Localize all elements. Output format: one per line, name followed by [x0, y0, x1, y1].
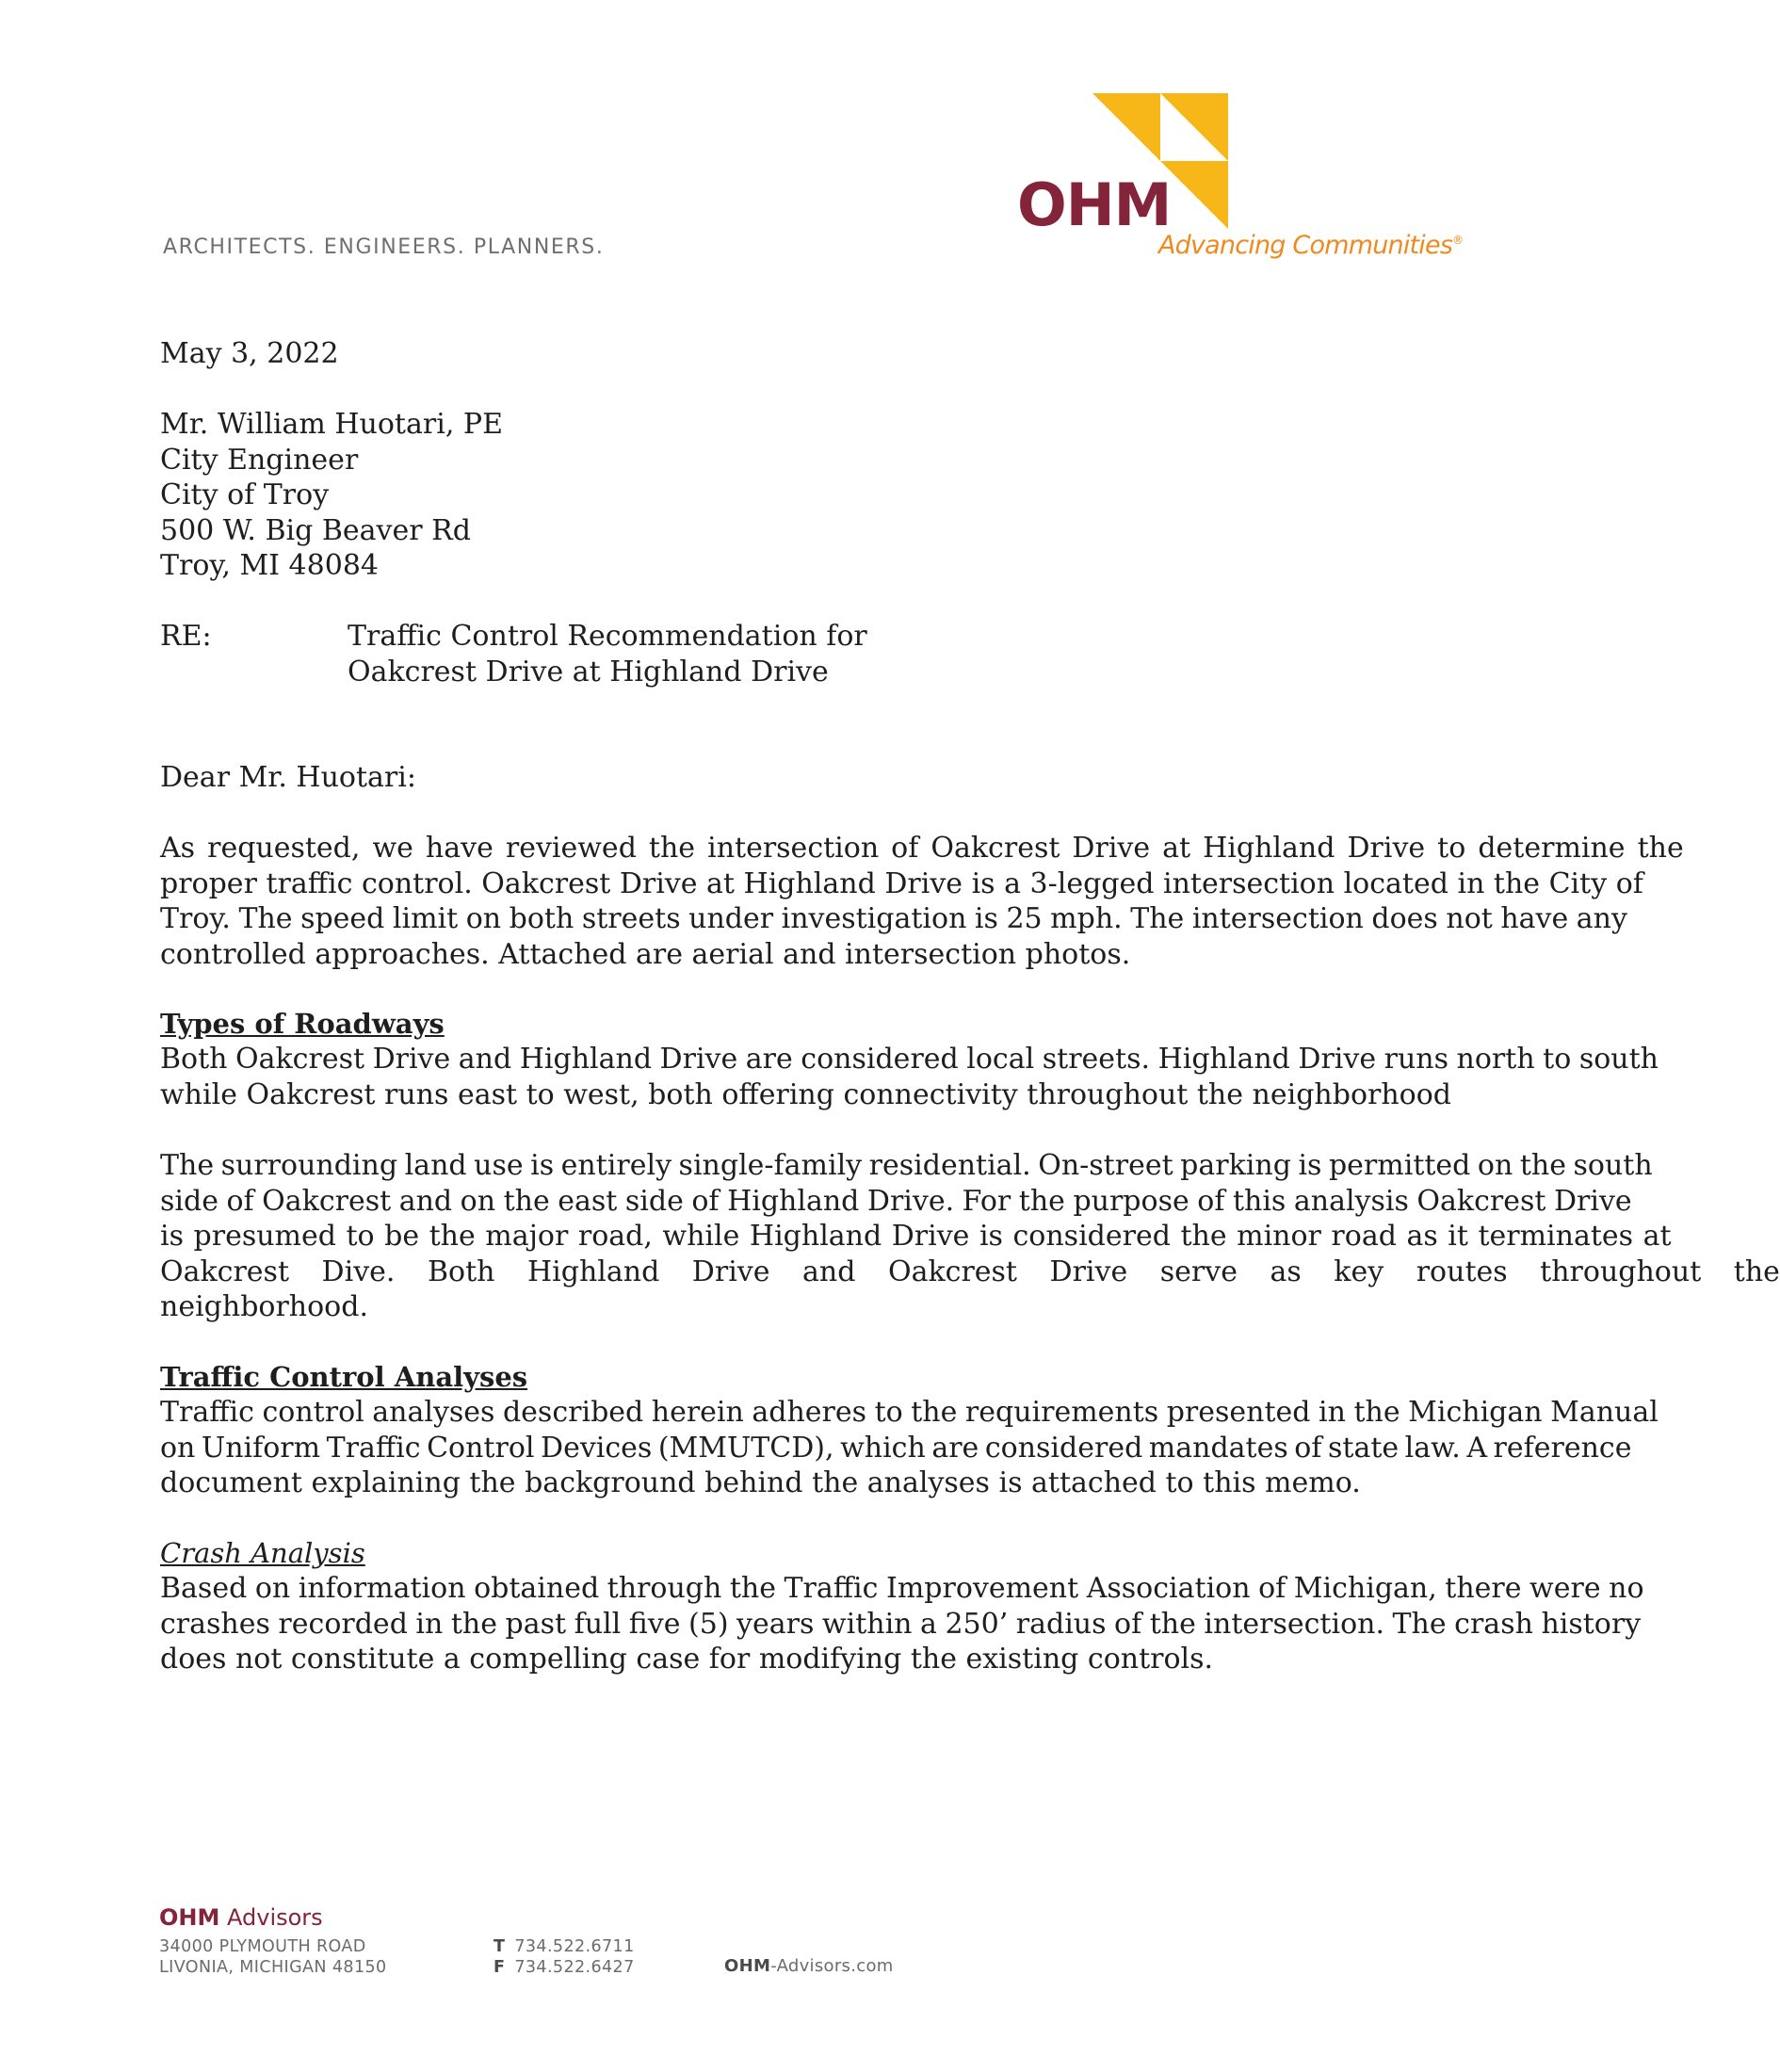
- paragraph-line: side of Oakcrest and on the east side of Highland Drive. For the purpose of this analysis Oakcrest Drive: [160, 1184, 1632, 1218]
- paragraph-line: Oakcrest Dive. Both Highland Drive and Oakcrest Drive serve as key routes throughout the: [160, 1255, 1780, 1288]
- section-heading-roadways: Types of Roadways: [160, 1008, 445, 1040]
- logo-wordmark: OHM: [1017, 170, 1172, 239]
- paragraph-line: neighborhood.: [160, 1290, 368, 1323]
- re-subject-line: Traffic Control Recommendation for: [348, 620, 867, 653]
- salutation: Dear Mr. Huotari:: [160, 761, 416, 794]
- section-heading-analyses: Traffic Control Analyses: [160, 1361, 528, 1393]
- address-line: Mr. William Huotari, PE: [160, 408, 503, 441]
- footer-address: [159, 1936, 387, 1978]
- footer-address-line: LIVONIA, MICHIGAN 48150: [159, 1958, 387, 1977]
- paragraph-line: The surrounding land use is entirely single-family residential. On-street parking is permitted on the south: [160, 1149, 1653, 1182]
- re-label: RE:: [160, 620, 212, 653]
- paragraph-line: controlled approaches. Attached are aerial and intersection photos.: [160, 937, 1131, 971]
- paragraph-line: proper traffic control. Oakcrest Drive at Highland Drive is a 3-legged intersection located in the City of: [160, 866, 1643, 900]
- paragraph-line: is presumed to be the major road, while Highland Drive is considered the minor road as it terminates at: [160, 1220, 1672, 1253]
- address-line: City of Troy: [160, 478, 330, 511]
- recipient-address: [160, 407, 1441, 584]
- intro-paragraph: [160, 831, 1684, 972]
- address-line: 500 W. Big Beaver Rd: [160, 513, 471, 547]
- roadways-paragraph-1: [160, 1042, 1659, 1112]
- subsection-heading-crash: Crash Analysis: [160, 1537, 365, 1569]
- paragraph-line: Based on information obtained through the Traffic Improvement Association of Michigan, there were no: [160, 1572, 1644, 1605]
- paragraph-line: crashes recorded in the past full five (5) years within a 250’ radius of the intersection. The crash history: [160, 1607, 1642, 1641]
- paragraph-line: on Uniform Traffic Control Devices (MMUTCD), which are considered mandates of state law. A reference: [160, 1431, 1632, 1465]
- roadways-paragraph-2: [160, 1148, 1780, 1325]
- paragraph-line: Troy. The speed limit on both streets under investigation is 25 mph. The intersection does not have any: [160, 902, 1627, 935]
- crash-paragraph: [160, 1571, 1644, 1677]
- paragraph-line: Both Oakcrest Drive and Highland Drive are considered local streets. Highland Drive runs north to south: [160, 1043, 1659, 1076]
- firm-tagline: ARCHITECTS. ENGINEERS. PLANNERS.: [163, 235, 605, 259]
- re-subject-line: Oakcrest Drive at Highland Drive: [348, 655, 829, 688]
- paragraph-line: As requested, we have reviewed the intersection of Oakcrest Drive at Highland Drive to determine the: [160, 832, 1684, 865]
- logo-tagline: Advancing Communities®: [1158, 231, 1464, 260]
- footer-brand: OHM Advisors: [159, 1904, 323, 1931]
- letter-date: May 3, 2022: [160, 337, 339, 370]
- paragraph-line: Traffic control analyses described herein adheres to the requirements presented in the Michigan Manual: [160, 1396, 1659, 1429]
- ohm-logo: [1017, 89, 1464, 268]
- re-subject: [348, 619, 867, 689]
- address-line: City Engineer: [160, 443, 359, 477]
- footer-website-link[interactable]: OHM-Advisors.com: [724, 1956, 894, 1976]
- footer-fax: F 734.522.6427: [494, 1958, 635, 1977]
- paragraph-line: does not constitute a compelling case for modifying the existing controls.: [160, 1643, 1214, 1675]
- footer-address-line: 34000 PLYMOUTH ROAD: [159, 1937, 366, 1956]
- paragraph-line: document explaining the background behind the analyses is attached to this memo.: [160, 1466, 1361, 1499]
- paragraph-line: while Oakcrest runs east to west, both offering connectivity throughout the neighborhood: [160, 1077, 1451, 1111]
- footer-contact: [494, 1936, 635, 1978]
- analyses-paragraph: [160, 1395, 1659, 1501]
- address-line: Troy, MI 48084: [160, 549, 379, 582]
- footer-phone: T 734.522.6711: [494, 1937, 635, 1956]
